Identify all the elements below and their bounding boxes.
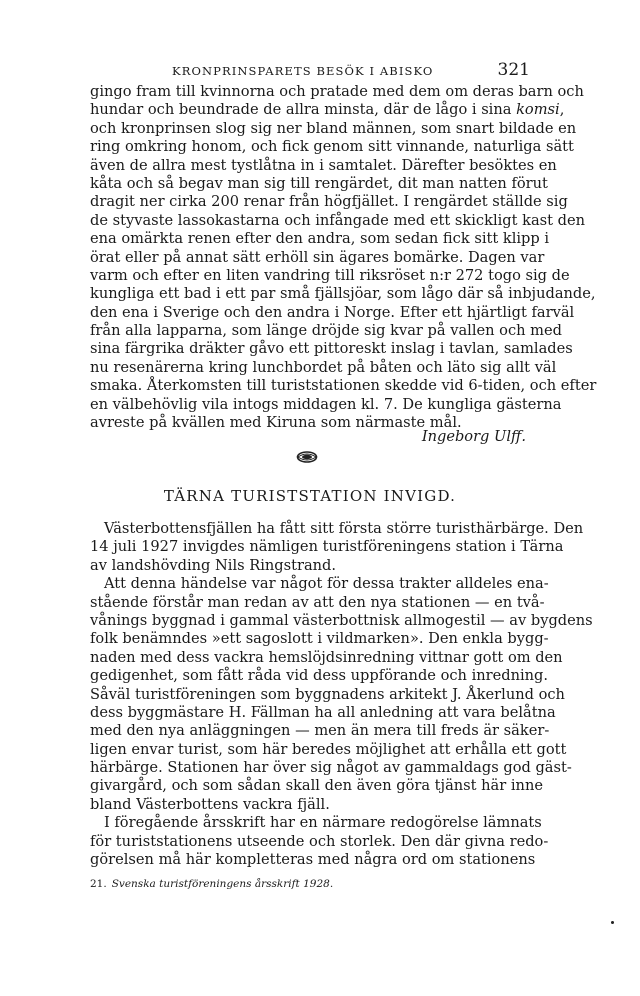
text-line: härbärge. Stationen har över sig något av gammaldags god gäst-	[90, 759, 572, 777]
text-line: sina färgrika dräkter gåvo ett pittoreskt inslag i tavlan, samlades	[90, 340, 573, 358]
section-body	[90, 520, 593, 869]
page-number: 321	[497, 60, 530, 80]
text-line: från alla lapparna, som länge dröjde sig kvar på vallen och med	[90, 322, 562, 340]
text-line: den ena i Sverige och den andra i Norge. Efter ett hjärtligt farväl	[90, 303, 575, 321]
text-line: kåta och så begav man sig till rengärdet, dit man natten förut	[90, 174, 548, 192]
text-line: örat eller på annat sätt erhöll sin ägares bomärke. Dagen var	[90, 248, 545, 266]
running-head	[90, 62, 530, 82]
author-signature: Ingeborg Ulff.	[421, 428, 526, 445]
text-line: gingo fram till kvinnorna och pratade med dem om deras barn och	[90, 83, 584, 100]
text-line: avreste på kvällen med Kiruna som närmaste mål.	[90, 414, 462, 432]
text-line: med den nya anläggningen — men än mera till freds är säker-	[90, 722, 550, 740]
footnote	[90, 878, 333, 890]
text-line: Västerbottensfjällen ha fått sitt första större turisthärbärge. Den	[104, 520, 584, 537]
text-line: varm och efter en liten vandring till riksröset n:r 272 togo sig de	[90, 266, 570, 284]
text-line: de styvaste lassokastarna och infångade med ett skickligt kast den	[90, 211, 586, 229]
text-line: nu resenärerna kring lunchbordet på båten och läto sig allt väl	[90, 358, 557, 376]
text-line: 14 juli 1927 invigdes nämligen turistföreningens station i Tärna	[90, 538, 564, 556]
text-line: gedigenhet, som fått råda vid dess uppförande och inredning.	[90, 667, 549, 685]
text-line: kungliga ett bad i ett par små fjällsjöar, som lågo där så inbjudande,	[90, 285, 596, 303]
text-line: och kronprinsen slog sig ner bland männen, som snart bildade en	[90, 119, 577, 137]
footnote-text: Svenska turistföreningens årsskrift 1928.	[111, 878, 334, 890]
text-line: smaka. Återkomsten till turiststationen skedde vid 6-tiden, och efter	[90, 377, 597, 395]
text-line: Att denna händelse var något för dessa trakter alldeles ena-	[104, 575, 549, 593]
text-line: görelsen må här kompletteras med några ord om stationens	[90, 851, 536, 869]
text-line: ena omärkta renen efter den andra, som sedan fick sitt klipp i	[90, 230, 550, 248]
text-line: I föregående årsskrift har en närmare redogörelse lämnats	[104, 814, 542, 832]
text-line: dess byggmästare H. Fällman ha all anledning att vara belåtna	[90, 703, 556, 721]
text-line: naden med dess vackra hemslöjdsinredning vittnar gott om den	[90, 648, 563, 666]
footnote-number: 21.	[90, 878, 107, 890]
print-speck	[611, 921, 614, 924]
text-line: stående förstår man redan av att den nya stationen — en två-	[90, 593, 545, 611]
text-line: av landshövding Nils Ringstrand.	[90, 556, 337, 574]
text-line: folk benämndes »ett sagoslott i vildmarken». Den enkla bygg-	[90, 630, 549, 648]
text-line: ring omkring honom, och fick genom sitt vinnande, naturliga sätt	[90, 138, 574, 156]
text-line: bland Västerbottens vackra fjäll.	[90, 795, 330, 813]
section-title: TÄRNA TURISTSTATION INVIGD.	[163, 487, 457, 505]
text-line: för turiststationens utseende och storlek. Den där givna redo-	[90, 832, 549, 850]
text-line: hundar och beundrade de allra minsta, där de lågo i sina komsi,	[90, 101, 565, 119]
text-line: dragit ner cirka 200 renar från högfjället. I rengärdet ställde sig	[90, 193, 568, 211]
article-end-paragraph	[90, 83, 597, 432]
text-line: en välbehövlig vila intogs middagen kl. 7. De kungliga gästerna	[90, 395, 562, 413]
text-line: vånings byggnad i gammal västerbottnisk allmogestil — av bygdens	[90, 611, 593, 629]
text-line: givargård, och som sådan skall den även göra tjänst här inne	[90, 777, 543, 795]
decorative-ornament	[296, 450, 318, 464]
text-line: ligen envar turist, som här beredes möjlighet att erhålla ett gott	[90, 740, 567, 758]
running-title: KRONPRINSPARETS BESÖK I ABISKO	[172, 64, 434, 78]
text-line: även de allra mest tystlåtna in i samtalet. Därefter besöktes en	[90, 156, 557, 174]
text-line: Såväl turistföreningen som byggnadens arkitekt J. Åkerlund och	[90, 685, 565, 703]
